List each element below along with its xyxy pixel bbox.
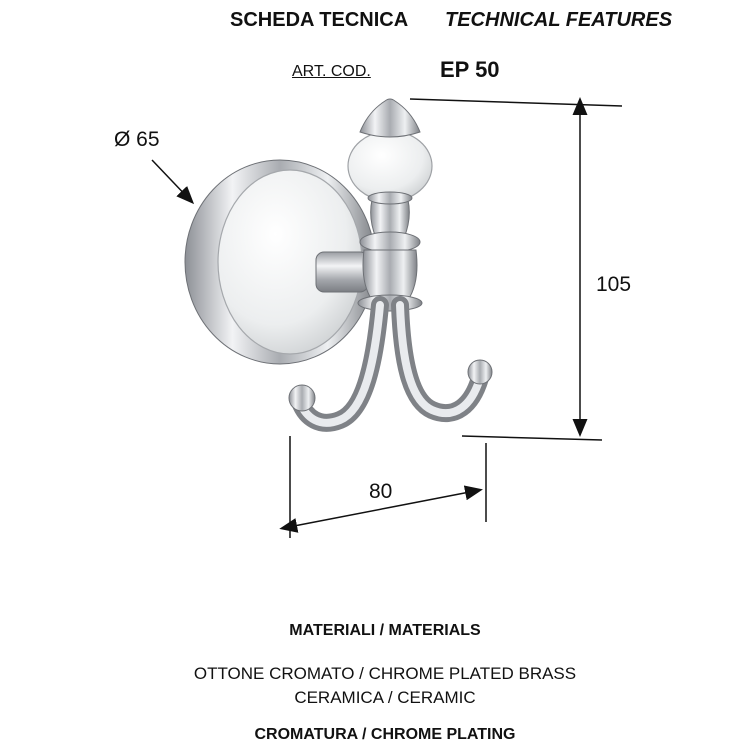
article-code: EP 50	[440, 57, 500, 82]
finish-label: CROMATURA / CHROME PLATING	[254, 726, 516, 743]
hook-arm	[316, 252, 368, 292]
title-english: TECHNICAL FEATURES	[445, 9, 673, 31]
width-label: 80	[369, 480, 393, 503]
diameter-label: Ø 65	[114, 128, 160, 151]
material-item: CERAMICA / CERAMIC	[294, 688, 476, 707]
title-italian: SCHEDA TECNICA	[230, 9, 409, 31]
material-item: OTTONE CROMATO / CHROME PLATED BRASS	[193, 664, 577, 683]
ceramic-knob	[348, 131, 432, 204]
height-bottom-extension-line	[462, 436, 602, 440]
diameter-leader-arrow	[152, 160, 192, 202]
height-label: 105	[596, 273, 632, 296]
finial-cap	[360, 99, 420, 137]
article-code-label: ART. COD.	[292, 63, 371, 80]
height-top-extension-line	[410, 99, 622, 106]
materials-title: MATERIALI / MATERIALS	[289, 622, 481, 639]
